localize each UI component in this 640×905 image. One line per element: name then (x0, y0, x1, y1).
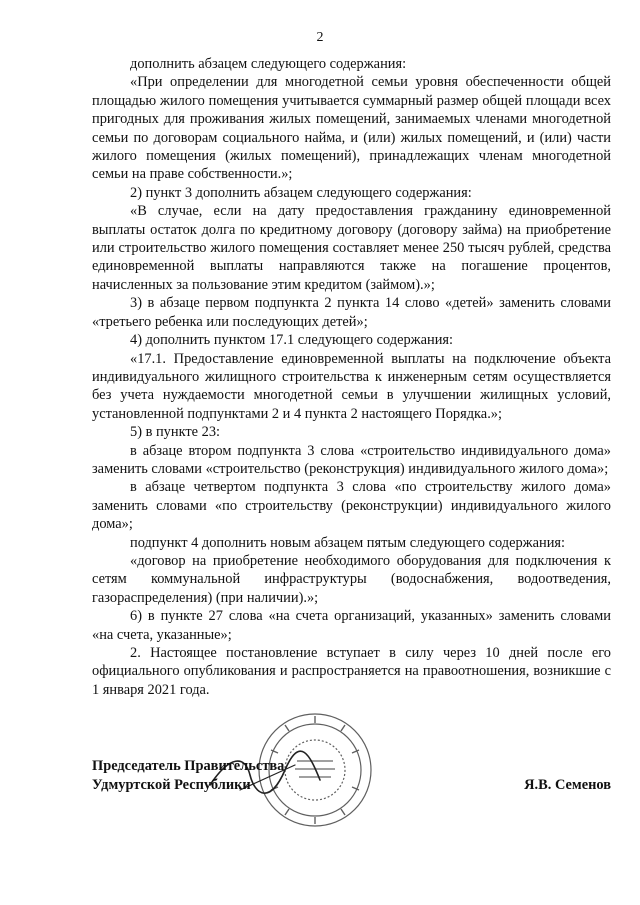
paragraph: в абзаце втором подпункта 3 слова «строительство индивидуального дома» заменить словами «строительство (реконструкция) индивидуального жилого дома»; (92, 442, 611, 477)
paragraph: 6) в пункте 27 слова «на счета организаций, указанных» заменить словами «на счета, указанные»; (92, 608, 611, 643)
document-body (92, 55, 611, 699)
signatory-title (92, 757, 352, 795)
paragraph: «При определении для многодетной семьи уровня обеспеченности общей площадью жилого помещения учитывается суммарный размер общей площади всех пригодных для проживания жилых помещений, занимаемых членами многодетной семьи по договорам социального найма, и (или) жилых помещений, и (или) части жилого помещения (жилых помещений), принадлежащих членам многодетной семьи на праве собственности.»; (92, 74, 611, 183)
page-number: 2 (316, 30, 324, 45)
signatory-title-line: Удмуртской Республики (92, 777, 251, 793)
signatory-name: Я.В. Семенов (524, 777, 611, 793)
paragraph: 3) в абзаце первом подпункта 2 пункта 14 слово «детей» заменить словами «третьего ребенка или последующих детей»; (92, 295, 611, 330)
signatory-title-line: Председатель Правительства (92, 758, 285, 774)
paragraph: подпункт 4 дополнить новым абзацем пятым следующего содержания: (130, 534, 566, 551)
paragraph: 4) дополнить пунктом 17.1 следующего содержания: (130, 332, 454, 349)
paragraph: 5) в пункте 23: (130, 424, 221, 441)
paragraph: «договор на приобретение необходимого оборудования для подключения к сетям коммунальной инфраструктуры (водоснабжения, водоотведения, газораспределения) (при наличии).»; (92, 552, 611, 606)
paragraph: 2. Настоящее постановление вступает в силу через 10 дней после его официального опубликования и распространяется на правоотношения, возникшие с 1 января 2021 года. (92, 645, 611, 698)
paragraph: «17.1. Предоставление единовременной выплаты на подключение объекта индивидуального жилищного строительства к инженерным сетям осуществляется без учета нуждаемости многодетной семьи в улучшении жилищных условий, установленной подпунктами 2 и 4 пункта 2 настоящего Порядка.»; (92, 350, 611, 422)
paragraph: в абзаце четвертом подпункта 3 слова «по строительству жилого дома» заменить словами «по строительству (реконструкции) индивидуального жилого дома»; (92, 479, 611, 533)
paragraph: дополнить абзацем следующего содержания: (130, 56, 407, 72)
paragraph: «В случае, если на дату предоставления гражданину единовременной выплаты остаток долга по кредитному договору (договору займа) на приобретение или строительство жилого помещения составляет менее 250 тысяч рублей, средства единовременной выплаты направляются также на погашение процентов, начисленных за пользование этим кредитом (займом).»; (92, 203, 611, 293)
paragraph: 2) пункт 3 дополнить абзацем следующего содержания: (130, 184, 472, 201)
